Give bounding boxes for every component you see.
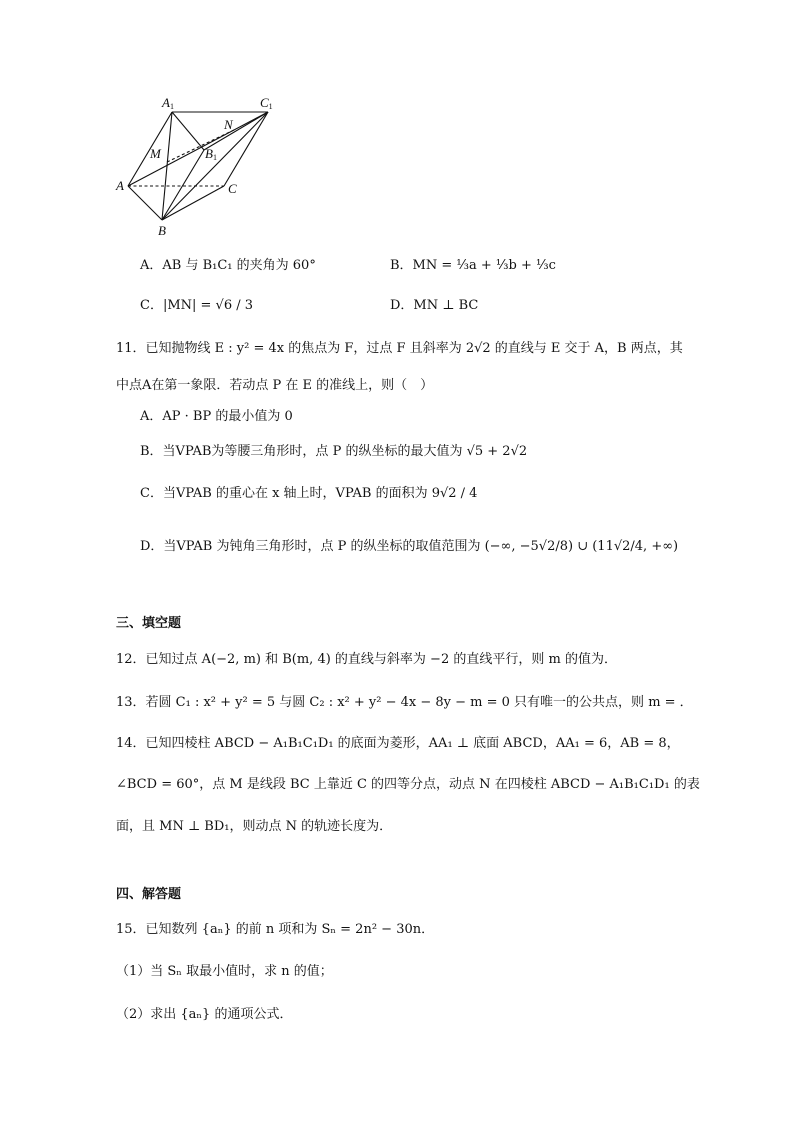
q10-option-a: A．AB 与 B₁C₁ 的夹角为 60° [140,258,316,273]
diag-b-c1 [162,112,268,220]
q10-option-d: D．MN ⊥ BC [390,298,479,313]
label-a: A [116,178,124,193]
q15-stem: 15．已知数列 {aₙ} 的前 n 项和为 Sₙ = 2n² − 30n． [116,922,435,937]
q10-option-b: B．MN = ⅓a + ⅓b + ⅓c [390,258,556,273]
section-heading-solve: 四、解答题 [116,887,182,902]
edge-b-b1 [162,150,204,220]
q14-line2: ∠BCD = 60°，点 M 是线段 BC 上靠近 C 的四等分点，动点 N 在四棱柱 ABCD − A₁B₁C₁D₁ 的表 [116,777,700,792]
label-n: N [224,117,233,132]
label-b: B [158,223,166,238]
q10-option-c: C．|MN| = √6 / 3 [140,298,254,313]
q13-text: 13．若圆 C₁ : x² + y² = 5 与圆 C₂ : x² + y² − 4x − 8y − m = 0 只有唯一的公共点，则 m = ． [116,695,693,710]
q12-text: 12．已知过点 A(−2, m) 和 B(m, 4) 的直线与斜率为 −2 的直线平行，则 m 的值为． [116,652,617,667]
q11-option-c: C．当VPAB 的重心在 x 轴上时，VPAB 的面积为 9√2 / 4 [140,486,478,501]
edge-b-c [162,186,224,220]
q14-line3: 面，且 MN ⊥ BD₁，则动点 N 的轨迹长度为． [116,819,393,834]
prism-figure [110,92,290,242]
q11-option-a: A．AP · BP 的最小值为 0 [140,409,293,424]
edge-a1-b1 [172,112,204,150]
q11-option-b: B．当VPAB为等腰三角形时，点 P 的纵坐标的最大值为 √5 + 2√2 [140,444,528,459]
section-heading-fill-blank: 三、填空题 [116,616,182,631]
label-c1: C1 [260,95,273,111]
label-m: M [150,146,161,161]
q11-stem-line1: 11．已知抛物线 E : y² = 4x 的焦点为 F，过点 F 且斜率为 2√2 的直线与 E 交于 A，B 两点，其 [116,341,683,356]
q11-stem-line2: 中点A在第一象限．若动点 P 在 E 的准线上，则（ ） [116,378,434,393]
q11-option-d: D．当VPAB 为钝角三角形时，点 P 的纵坐标的取值范围为 (−∞, −5√2/8) ∪ (11√2/4, +∞) [140,539,679,554]
label-a1: A1 [162,95,174,111]
q14-line1: 14．已知四棱柱 ABCD − A₁B₁C₁D₁ 的底面为菱形，AA₁ ⊥ 底面 ABCD，AA₁ = 6，AB = 8， [116,736,680,751]
q15-part2: （2）求出 {aₙ} 的通项公式． [116,1007,293,1022]
label-b1: B1 [205,146,217,162]
edge-a-b [128,186,162,220]
diag-a-c1 [128,112,268,186]
label-c: C [228,181,237,196]
q15-part1: （1）当 Sₙ 取最小值时，求 n 的值； [116,964,333,979]
